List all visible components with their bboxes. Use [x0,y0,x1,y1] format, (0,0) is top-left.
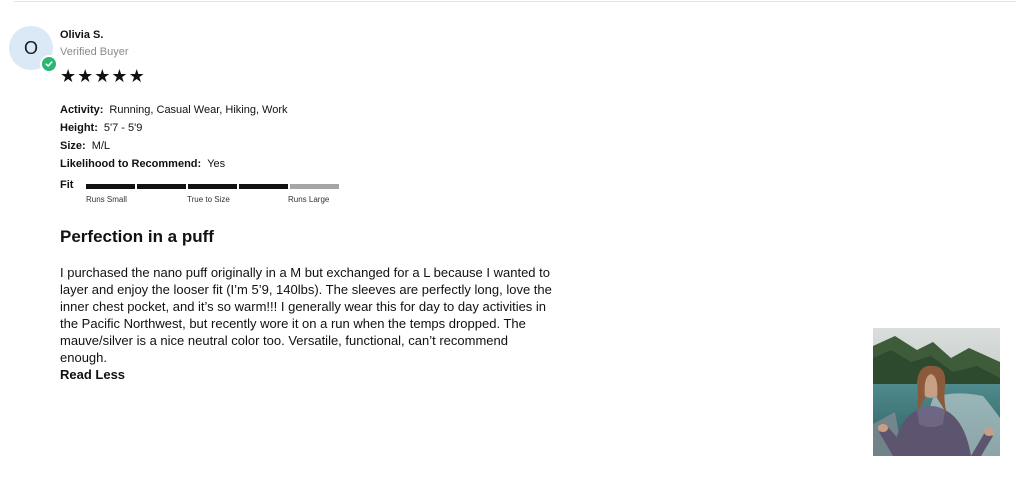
attribute-label: Size: [60,140,86,152]
attribute-label: Activity: [60,104,104,116]
fit-bar-segment [239,184,288,189]
review-photo-thumbnail-icon [873,328,1000,456]
attribute-value: Running, Casual Wear, Hiking, Work [109,104,288,116]
star-icon: ★ [94,66,111,86]
star-icon: ★ [111,66,128,86]
star-rating [60,66,145,86]
attribute-label: Height: [60,122,98,134]
divider [14,1,1016,2]
attribute-recommend [60,155,288,173]
fit-bar-segment [188,184,237,189]
checkmark-icon [45,60,53,68]
fit-scale-small: Runs Small [86,195,127,204]
fit-bar-segment [86,184,135,189]
attribute-label: Likelihood to Recommend: [60,158,202,170]
fit-scale-true: True to Size [187,195,230,204]
attribute-value: Yes [207,158,226,170]
attribute-activity [60,101,288,119]
attribute-height [60,119,288,137]
star-icon: ★ [128,66,145,86]
fit-label: Fit [60,179,74,191]
fit-scale-large: Runs Large [288,195,330,204]
fit-bar-segment [290,184,339,189]
attribute-size [60,137,288,155]
star-icon: ★ [77,66,94,86]
attribute-value: 5'7 - 5'9 [103,122,143,134]
avatar-initial: O [23,37,38,58]
attribute-value: M/L [91,140,111,152]
review-attributes [60,101,288,173]
review-photo[interactable] [873,328,1000,456]
review-title: Perfection in a puff [60,227,214,246]
verified-buyer-badge: Verified Buyer [60,46,129,58]
verified-check-icon [40,55,58,73]
review-body: I purchased the nano puff originally in a M but exchanged for a L because I wanted to layer and enjoy the looser fit (I’m 5’9, 140lbs). The sleeves are perfectly long, love the inner chest pocket, and it’s so warm!!! I generally wear this for day to day activities in the Pacific Northwest, but recently wore it on a run when the temps dropped. The mauve/silver is a nice neutral color too. Versatile, functional, can’t recommend enough. [60,265,552,365]
fit-bar [86,184,339,189]
fit-bar-segment [137,184,186,189]
read-less-link[interactable]: Read Less [60,367,126,382]
reviewer-name: Olivia S. [60,29,104,41]
star-icon: ★ [60,66,77,86]
